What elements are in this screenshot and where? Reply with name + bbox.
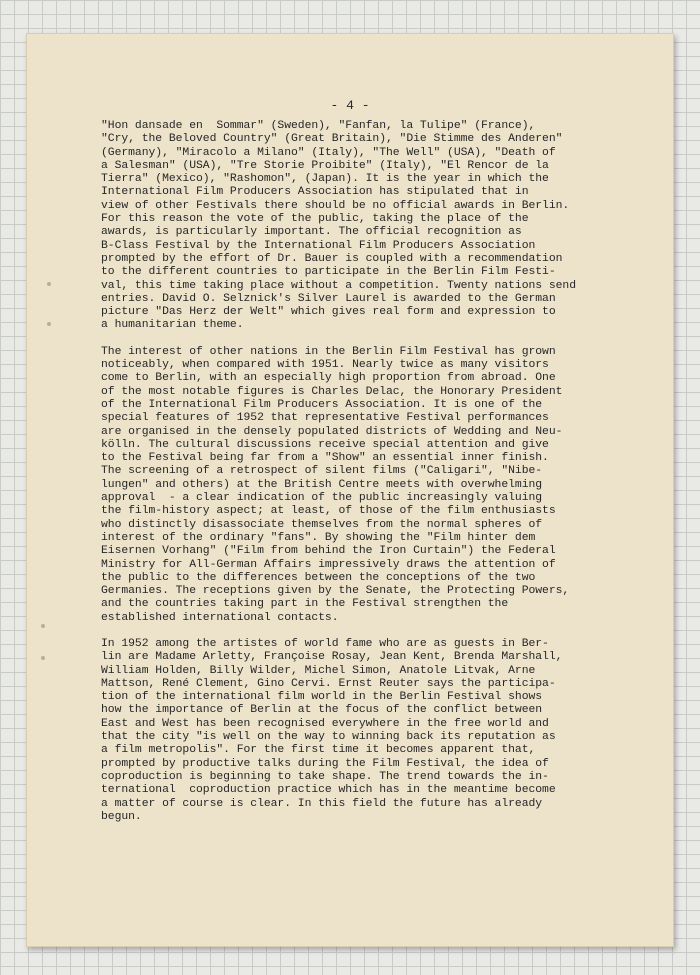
- page-number: - 4 -: [330, 98, 370, 113]
- text-line: interest of the ordinary "fans". By showing the "Film hinter dem: [101, 531, 536, 544]
- punch-hole-mark: [41, 656, 45, 660]
- punch-hole-mark: [41, 624, 45, 628]
- text-line: Eisernen Vorhang" ("Film from behind the Iron Curtain") the Federal: [101, 545, 556, 558]
- text-line: tion of the international film world in the Berlin Festival shows: [101, 691, 543, 704]
- text-line: a Salesman" (USA), "Tre Storie Proibite" (Italy), "El Rencor de la: [101, 159, 549, 172]
- text-line: lin are Madame Arletty, Françoise Rosay, Jean Kent, Brenda Marshall,: [101, 651, 563, 664]
- text-line: that the city "is well on the way to winning back its reputation as: [101, 731, 556, 744]
- text-line: East and West has been recognised everywhere in the free world and: [101, 717, 549, 730]
- text-line: begun.: [101, 810, 142, 823]
- text-line: Mattson, René Clement, Gino Cervi. Ernst Reuter says the participa-: [101, 677, 556, 690]
- text-line: who distinctly disassociate themselves from the normal spheres of: [101, 518, 543, 531]
- text-line: a humanitarian theme.: [101, 319, 244, 332]
- text-line: "Cry, the Beloved Country" (Great Britain), "Die Stimme des Anderen": [101, 133, 563, 146]
- text-line: to the different countries to participate in the Berlin Film Festi-: [101, 266, 556, 279]
- text-line: (Germany), "Miracolo a Milano" (Italy), "The Well" (USA), "Death of: [101, 146, 556, 159]
- text-line: B-Class Festival by the International Film Producers Association: [101, 239, 536, 252]
- text-line: the film-history aspect; at least, of those of the film enthusiasts: [101, 505, 556, 518]
- text-line: The screening of a retrospect of silent films ("Caligari", "Nibe-: [101, 465, 543, 478]
- text-line: "Hon dansade en Sommar" (Sweden), "Fanfan, la Tulipe" (France),: [101, 120, 536, 132]
- text-line: In 1952 among the artistes of world fame who are as guests in Ber-: [101, 637, 549, 650]
- text-line: ternational coproduction practice which has in the meantime become: [101, 784, 556, 797]
- paragraph: [101, 120, 661, 333]
- paragraph: [101, 638, 661, 824]
- punch-hole-mark: [47, 282, 51, 286]
- text-line: of the International Film Producers Association. It is one of the: [101, 398, 543, 411]
- text-line: are organised in the densely populated districts of Wedding and Neu-: [101, 425, 563, 438]
- text-line: view of other Festivals there should be no official awards in Berlin.: [101, 199, 570, 212]
- text-line: the public to the differences between the conceptions of the two: [101, 571, 536, 584]
- text-line: Germanies. The receptions given by the Senate, the Protecting Powers,: [101, 585, 570, 598]
- text-line: noticeably, when compared with 1951. Nearly twice as many visitors: [101, 359, 549, 372]
- text-line: Tierra" (Mexico), "Rashomon", (Japan). It is the year in which the: [101, 173, 549, 186]
- text-line: The interest of other nations in the Berlin Film Festival has grown: [101, 345, 556, 358]
- text-line: how the importance of Berlin at the focus of the conflict between: [101, 704, 543, 717]
- text-line: coproduction is beginning to take shape. The trend towards the in-: [101, 770, 549, 783]
- text-line: and the countries taking part in the Festival strengthen the: [101, 598, 509, 611]
- text-line: approval - a clear indication of the public increasingly valuing: [101, 492, 543, 505]
- text-line: kölln. The cultural discussions receive special attention and give: [101, 438, 549, 451]
- text-line: of the most notable figures is Charles Delac, the Honorary President: [101, 385, 563, 398]
- text-line: Ministry for All-German Affairs impressively draws the attention of: [101, 558, 556, 571]
- text-line: established international contacts.: [101, 611, 339, 624]
- text-line: a film metropolis". For the first time it becomes apparent that,: [101, 744, 536, 757]
- text-line: to the Festival being far from a "Show" an essential inner finish.: [101, 452, 549, 465]
- punch-hole-mark: [47, 322, 51, 326]
- text-line: William Holden, Billy Wilder, Michel Simon, Anatole Litvak, Arne: [101, 664, 536, 677]
- text-line: special features of 1952 that representative Festival performances: [101, 412, 549, 425]
- text-line: International Film Producers Association has stipulated that in: [101, 186, 529, 199]
- paragraph: [101, 346, 661, 625]
- document-body: [101, 120, 661, 824]
- text-line: prompted by productive talks during the Film Festival, the idea of: [101, 757, 549, 770]
- text-line: For this reason the vote of the public, taking the place of the: [101, 213, 529, 226]
- text-line: entries. David O. Selznick's Silver Laurel is awarded to the German: [101, 292, 556, 305]
- text-line: val, this time taking place without a competition. Twenty nations send: [101, 279, 576, 292]
- text-line: a matter of course is clear. In this field the future has already: [101, 797, 543, 810]
- text-line: picture "Das Herz der Welt" which gives real form and expression to: [101, 306, 556, 319]
- text-line: prompted by the effort of Dr. Bauer is coupled with a recommendation: [101, 252, 563, 265]
- text-line: come to Berlin, with an especially high proportion from abroad. One: [101, 372, 556, 385]
- text-line: lungen" and others) at the British Centre meets with overwhelming: [101, 478, 543, 491]
- text-line: awards, is particularly important. The official recognition as: [101, 226, 522, 239]
